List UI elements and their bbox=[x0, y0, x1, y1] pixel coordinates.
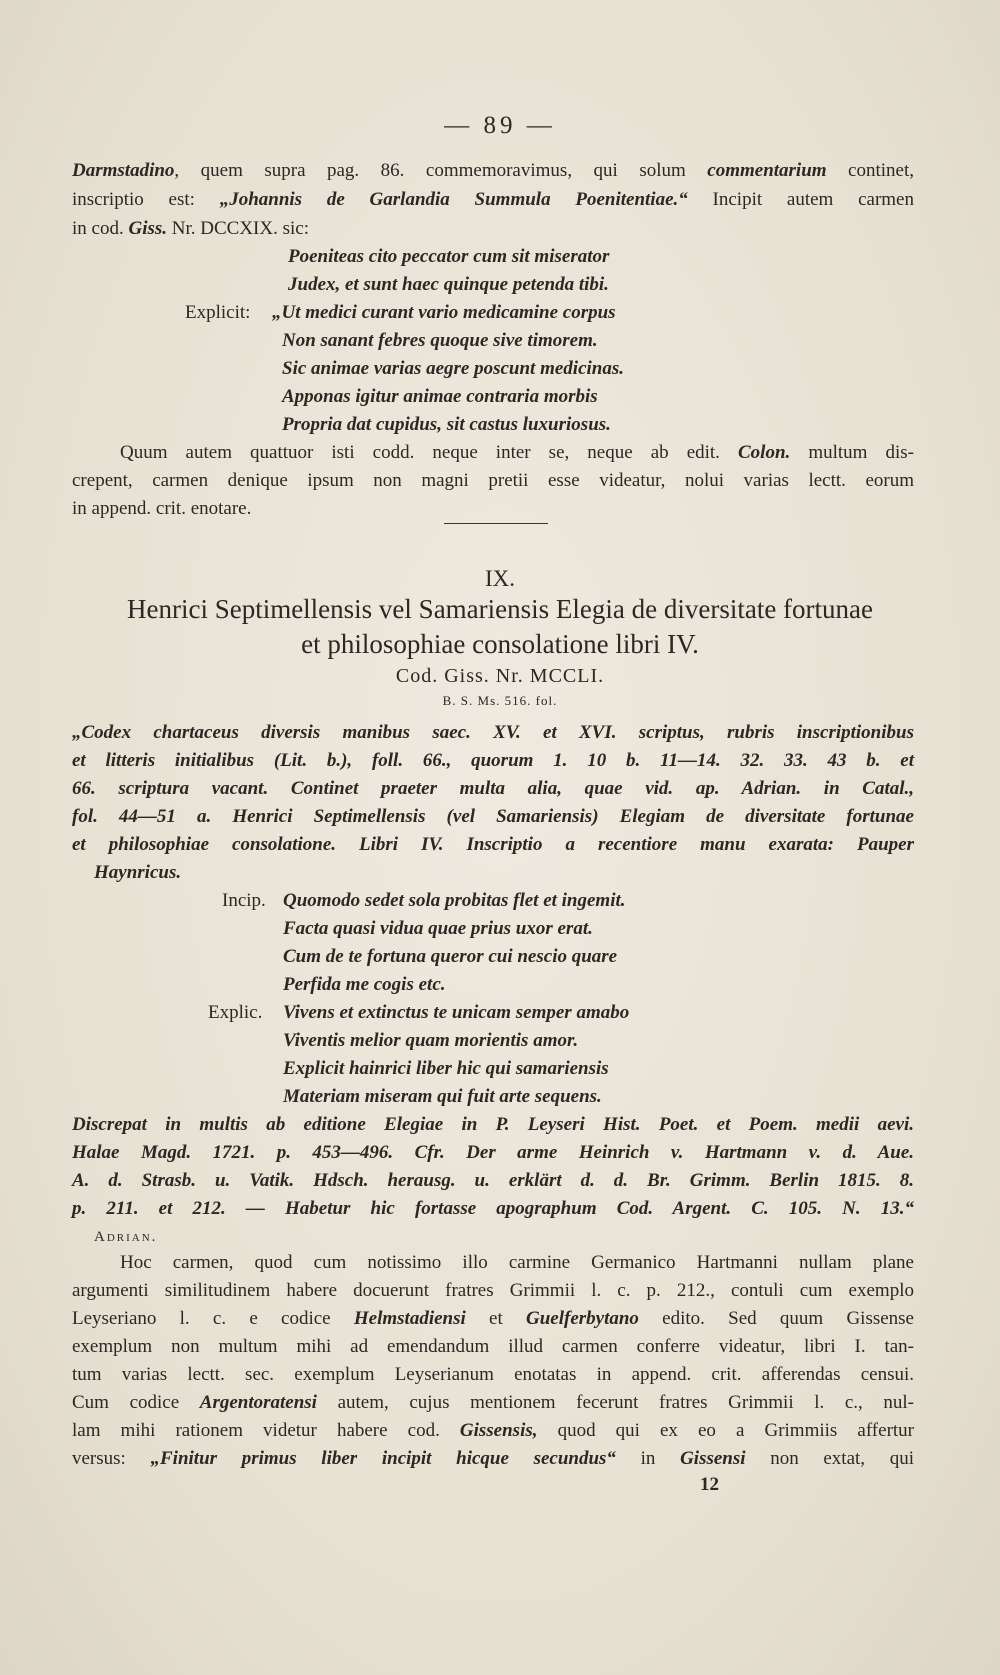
verse-line: Quomodo sedet sola probitas flet et ingemit. bbox=[283, 890, 626, 911]
text-line: crepent, carmen denique ipsum non magni pretii esse videatur, nolui varias lectt. eorum bbox=[72, 470, 914, 491]
verse-line: Sic animae varias aegre poscunt medicinas. bbox=[282, 358, 624, 379]
verse-line: Apponas igitur animae contraria morbis bbox=[282, 386, 598, 407]
text-line: versus: „Finitur primus liber incipit hicque secundus“ in Gissensi non extat, qui bbox=[72, 1448, 914, 1469]
incip-label: Incip. bbox=[222, 890, 266, 911]
shelfmark: B. S. Ms. 516. fol. bbox=[442, 693, 558, 708]
description-line: 66. scriptura vacant. Continet praeter multa alia, quae vid. ap. Adrian. in Catal., bbox=[72, 778, 914, 799]
signature-mark: 12 bbox=[700, 1474, 719, 1495]
explic-label: Explic. bbox=[208, 1002, 263, 1023]
verse-line: Non sanant febres quoque sive timorem. bbox=[282, 330, 598, 351]
section-numeral: IX. bbox=[484, 566, 516, 591]
explicit-label: Explicit: bbox=[185, 302, 251, 323]
verse-line: Propria dat cupidus, sit castus luxuriosus. bbox=[282, 414, 611, 435]
verse-line: Vivens et extinctus te unicam semper amabo bbox=[283, 1002, 630, 1023]
text-line: inscriptio est: „Johannis de Garlandia Summula Poenitentiae.“ Incipit autem carmen bbox=[72, 189, 914, 210]
text-line: Hoc carmen, quod cum notissimo illo carmine Germanico Hartmanni nullam plane bbox=[120, 1252, 914, 1273]
verse-line: Cum de te fortuna queror cui nescio quare bbox=[283, 946, 618, 967]
discrepat-line: Halae Magd. 1721. p. 453—496. Cfr. Der arme Heinrich v. Hartmann v. d. Aue. bbox=[72, 1142, 914, 1163]
verse-line: Facta quasi vidua quae prius uxor erat. bbox=[283, 918, 593, 939]
verse-line: Materiam miseram qui fuit arte sequens. bbox=[283, 1086, 602, 1107]
codex-reference: Cod. Giss. Nr. MCCLI. bbox=[395, 665, 605, 687]
text-line: Darmstadino, quem supra pag. 86. commemoravimus, qui solum commentarium continet, bbox=[72, 160, 915, 181]
verse-line: Perfida me cogis etc. bbox=[283, 974, 446, 995]
verse-line: Poeniteas cito peccator cum sit miserator bbox=[288, 246, 610, 267]
description-line: et litteris initialibus (Lit. b.), foll. 66., quorum 1. 10 b. 11—14. 32. 33. 43 b. et bbox=[72, 750, 914, 771]
text-line: in append. crit. enotare. bbox=[72, 498, 252, 519]
text-line: lam mihi rationem videtur habere cod. Gissensis, quod qui ex eo a Grimmiis affertur bbox=[72, 1420, 914, 1441]
verse-line: Explicit hainrici liber hic qui samariensis bbox=[283, 1058, 609, 1079]
text-line: tum varias lectt. sec. exemplum Leyserianum enotatas in append. crit. afferendas censui. bbox=[72, 1364, 914, 1385]
attribution: Adrian. bbox=[94, 1229, 158, 1245]
text-line: Leyseriano l. c. e codice Helmstadiensi et Guelferbytano edito. Sed quum Gissense bbox=[72, 1308, 914, 1329]
text-line: Quum autem quattuor isti codd. neque inter se, neque ab edit. Colon. multum dis- bbox=[120, 442, 914, 463]
description-line: et philosophiae consolatione. Libri IV. Inscriptio a recentiore manu exarata: Pauper bbox=[72, 834, 914, 855]
section-title-line-2: et philosophiae consolatione libri IV. bbox=[301, 629, 699, 659]
section-title-line-1: Henrici Septimellensis vel Samariensis Elegia de diversitate fortunae bbox=[126, 594, 874, 624]
verse-line: „Ut medici curant vario medicamine corpus bbox=[272, 302, 616, 323]
text-line: argumenti similitudinem habere docuerunt fratres Grimmii l. c. p. 212., contuli cum exemplo bbox=[72, 1280, 914, 1301]
discrepat-line: A. d. Strasb. u. Vatik. Hdsch. herausg. u. erklärt d. d. Br. Grimm. Berlin 1815. 8. bbox=[72, 1170, 914, 1191]
text-line: exemplum non multum mihi ad emendandum illud carmen conferre videatur, libri I. tan- bbox=[72, 1336, 914, 1357]
discrepat-line: Discrepat in multis ab editione Elegiae in P. Leyseri Hist. Poet. et Poem. medii aevi. bbox=[72, 1114, 914, 1135]
discrepat-line: p. 211. et 212. — Habetur hic fortasse apographum Cod. Argent. C. 105. N. 13.“ bbox=[72, 1198, 914, 1219]
verse-line: Judex, et sunt haec quinque petenda tibi. bbox=[288, 274, 609, 295]
description-line: fol. 44—51 a. Henrici Septimellensis (vel Samariensis) Elegiam de diversitate fortunae bbox=[72, 806, 914, 827]
text-line: in cod. Giss. Nr. DCCXIX. sic: bbox=[72, 218, 309, 239]
page-number: — 89 — bbox=[444, 112, 556, 139]
description-line: „Codex chartaceus diversis manibus saec. XV. et XVI. scriptus, rubris inscriptionibus bbox=[72, 722, 914, 743]
text-line: Cum codice Argentoratensi autem, cujus mentionem fecerunt fratres Grimmii l. c., nul- bbox=[72, 1392, 915, 1413]
verse-line: Viventis melior quam morientis amor. bbox=[283, 1030, 579, 1051]
section-divider bbox=[444, 523, 548, 524]
description-line: Haynricus. bbox=[94, 862, 182, 883]
